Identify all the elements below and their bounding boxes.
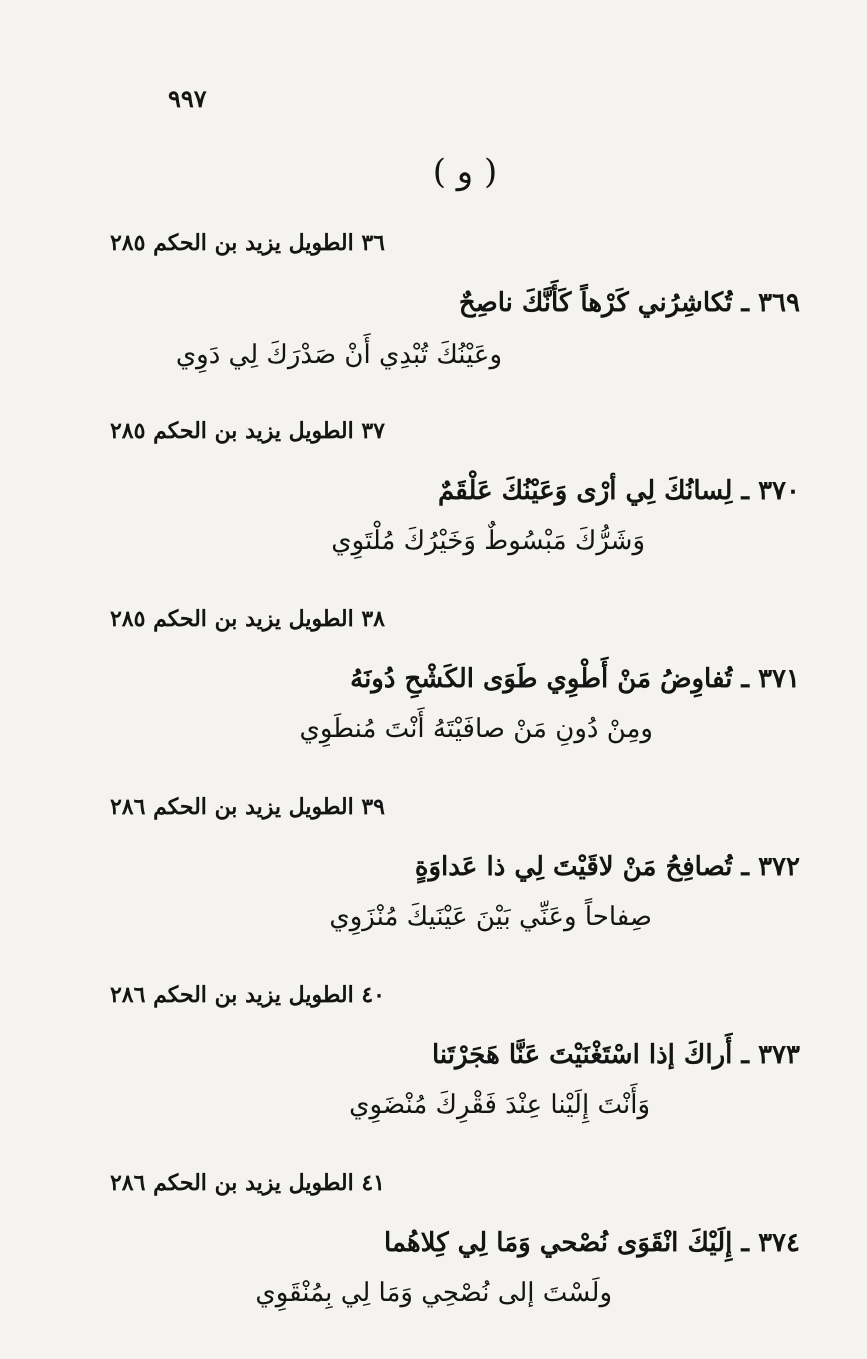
verse-first-hemistich: ٣٧٠ ـ لِسانُكَ لِي أرْى وَعَيْنُكَ عَلْقَمٌ — [438, 476, 800, 506]
verse-second-hemistich: وعَيْنُكَ تُبْدِي أَنْ صَدْرَكَ لِي دَوِي — [175, 340, 502, 370]
entry-header: ٤١ الطويل يزيد بن الحكم ٢٨٦ — [109, 1170, 385, 1196]
verse-second-hemistich: صِفاحاً وعَنِّي بَيْنَ عَيْنَيكَ مُنْزَوِي — [329, 902, 652, 932]
page-number: ٩٩٧ — [168, 84, 207, 113]
entry-header: ٣٩ الطويل يزيد بن الحكم ٢٨٦ — [109, 794, 385, 820]
verse-entry — [109, 586, 800, 774]
entry-header: ٣٨ الطويل يزيد بن الحكم ٢٨٥ — [109, 606, 385, 632]
verse-second-hemistich: ومِنْ دُونِ مَنْ صافَيْتَهُ أَنْتَ مُنطَوِي — [299, 714, 653, 744]
verse-first-hemistich: ٣٧١ ـ تُفاوِضُ مَنْ أَطْوِي طَوَى الكَشْحِ دُونَهُ — [350, 664, 800, 694]
verse-entry — [109, 1150, 800, 1338]
verse-entry — [109, 398, 800, 586]
entry-header: ٣٧ الطويل يزيد بن الحكم ٢٨٥ — [109, 418, 385, 444]
entry-header: ٤٠ الطويل يزيد بن الحكم ٢٨٦ — [109, 982, 385, 1008]
section-letter-heading: ( و ) — [432, 152, 498, 192]
verse-entry — [109, 962, 800, 1150]
verse-entries-list — [109, 210, 800, 1338]
verse-entry — [109, 774, 800, 962]
entry-header: ٣٦ الطويل يزيد بن الحكم ٢٨٥ — [109, 230, 385, 256]
verse-first-hemistich: ٣٧٢ ـ تُصافِحُ مَنْ لاقَيْتَ لِي ذا عَداوَةٍ — [414, 852, 800, 882]
verse-entry — [109, 210, 800, 398]
verse-second-hemistich: وَشَرُّكَ مَبْسُوطٌ وَخَيْرُكَ مُلْتَوِي — [331, 526, 645, 556]
verse-first-hemistich: ٣٧٣ ـ أَراكَ إذا اسْتَغْنَيْتَ عَنَّا هَجَرْتَنا — [431, 1040, 800, 1070]
verse-second-hemistich: وَأَنْتَ إِلَيْنا عِنْدَ فَقْرِكَ مُنْضَوِي — [349, 1090, 650, 1120]
verse-second-hemistich: ولَسْتَ إلى نُصْحِي وَمَا لِي بِمُنْقَوِي — [255, 1278, 612, 1308]
verse-first-hemistich: ٣٧٤ ـ إِلَيْكَ انْقَوَى نُصْحي وَمَا لِي كِلاهُما — [384, 1228, 800, 1258]
verse-first-hemistich: ٣٦٩ ـ تُكاشِرُني كَرْهاً كَأَنَّكَ ناصِحٌ — [458, 288, 800, 318]
